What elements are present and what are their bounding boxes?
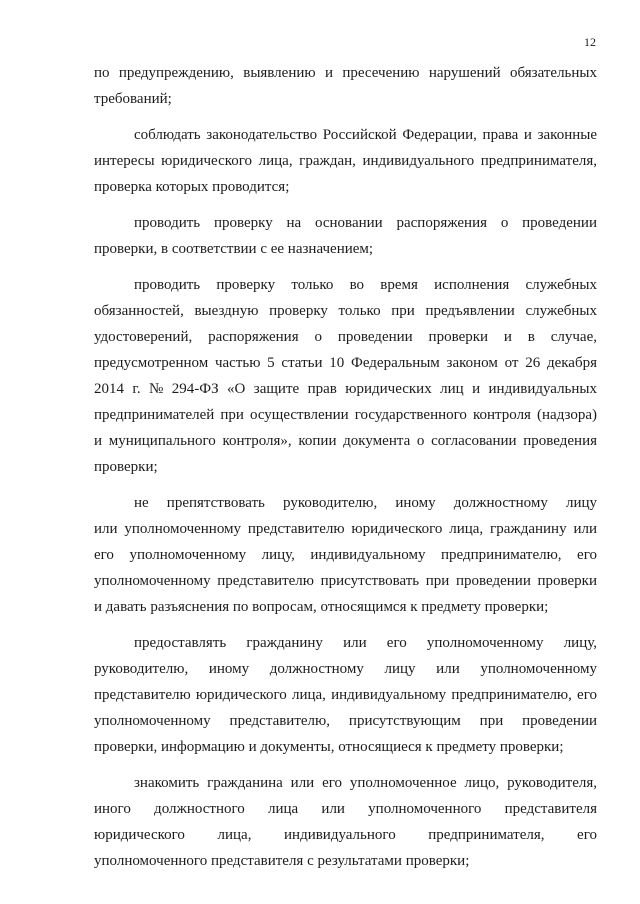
text-line [94, 298, 597, 324]
line-text: удостоверений, распоряжения о проведении проверки и в случае, [94, 329, 597, 345]
text-line [94, 682, 597, 708]
line-text: проверка которых проводится; [94, 179, 290, 195]
text-line [94, 210, 597, 236]
paragraph [94, 122, 597, 200]
line-text: и муниципального контроля», копии документа о согласовании проведения [94, 433, 597, 449]
line-text: интересы юридического лица, граждан, индивидуального предпринимателя, [94, 153, 597, 169]
paragraph [94, 60, 597, 112]
text-line [94, 350, 597, 376]
text-line [94, 86, 597, 112]
line-text: по предупреждению, выявлению и пресечению нарушений обязательных [94, 65, 597, 81]
line-text: знакомить гражданина или его уполномоченное лицо, руководителя, [134, 775, 597, 791]
line-text: предоставлять гражданину или его уполномоченному лицу, [134, 635, 597, 651]
text-line [94, 708, 597, 734]
line-text: юридического лица, индивидуального предпринимателя, его [94, 827, 597, 843]
text-line [94, 376, 597, 402]
text-line [94, 174, 597, 200]
text-line [94, 236, 597, 262]
line-text: и давать разъяснения по вопросам, относящимся к предмету проверки; [94, 599, 549, 615]
line-text: проверки; [94, 459, 158, 475]
line-text: руководителю, иному должностному лицу или уполномоченному [94, 661, 597, 677]
text-line [94, 770, 597, 796]
text-line [94, 324, 597, 350]
line-text: 2014 г. № 294-ФЗ «О защите прав юридических лиц и индивидуальных [94, 381, 597, 397]
text-line [94, 734, 597, 760]
paragraph [94, 490, 597, 620]
line-text: представителю юридического лица, индивидуальному предпринимателю, его [94, 687, 597, 703]
line-text: иного должностного лица или уполномоченного представителя [94, 801, 597, 817]
paragraph [94, 272, 597, 480]
line-text: проверки, в соответствии с ее назначением; [94, 241, 374, 257]
text-line [94, 796, 597, 822]
line-text: предусмотренном частью 5 статьи 10 Федеральным законом от 26 декабря [94, 355, 597, 371]
text-line [94, 402, 597, 428]
paragraph [94, 630, 597, 760]
line-text: не препятствовать руководителю, иному должностному лицу [134, 495, 597, 511]
line-text: уполномоченному представителю, присутствующим при проведении [94, 713, 597, 729]
text-line [94, 542, 597, 568]
line-text: соблюдать законодательство Российской Федерации, права и законные [134, 127, 597, 143]
line-text: предпринимателей при осуществлении государственного контроля (надзора) [94, 407, 597, 423]
document-body [94, 60, 597, 874]
text-line [94, 630, 597, 656]
text-line [94, 148, 597, 174]
line-text: уполномоченного представителя с результатами проверки; [94, 853, 470, 869]
line-text: проводить проверку только во время исполнения служебных [134, 277, 597, 293]
text-line [94, 428, 597, 454]
text-line [94, 594, 597, 620]
text-line [94, 822, 597, 848]
text-line [94, 848, 597, 874]
paragraph [94, 210, 597, 262]
line-text: уполномоченному представителю присутствовать при проведении проверки [94, 573, 597, 589]
line-text: требований; [94, 91, 172, 107]
text-line [94, 656, 597, 682]
page-number: 12 [584, 35, 596, 49]
line-text: проводить проверку на основании распоряжения о проведении [134, 215, 597, 231]
text-line [94, 568, 597, 594]
text-line [94, 272, 597, 298]
text-line [94, 516, 597, 542]
paragraph [94, 770, 597, 874]
line-text: его уполномоченному лицу, индивидуальному предпринимателю, его [94, 547, 597, 563]
text-line [94, 60, 597, 86]
line-text: обязанностей, выездную проверку только при предъявлении служебных [94, 303, 597, 319]
text-line [94, 454, 597, 480]
line-text: проверки, информацию и документы, относящиеся к предмету проверки; [94, 739, 564, 755]
line-text: или уполномоченному представителю юридического лица, гражданину или [94, 521, 597, 537]
text-line [94, 122, 597, 148]
text-line [94, 490, 597, 516]
